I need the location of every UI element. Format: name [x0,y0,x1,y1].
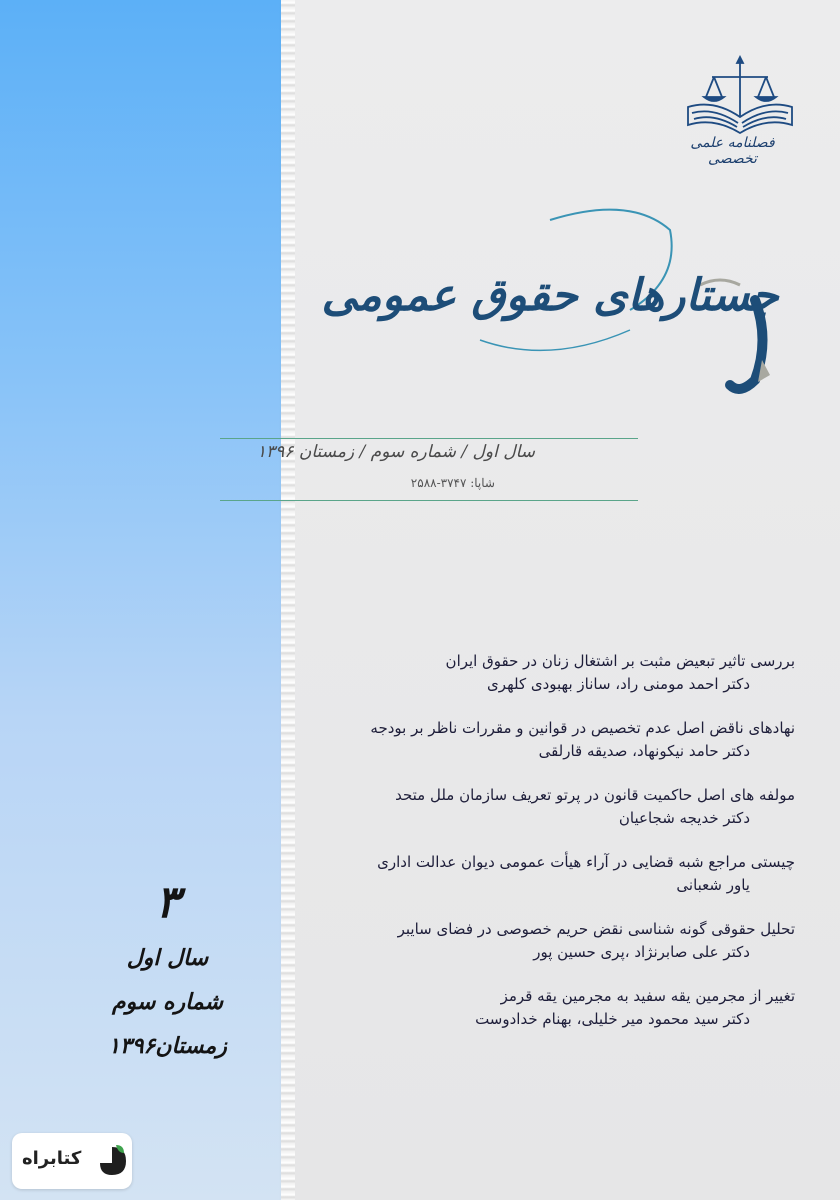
article-authors: دکتر خدیجه شجاعیان [618,809,750,827]
article-authors: دکتر حامد نیکونهاد، صدیقه قارلقی [538,742,750,760]
toc-item [300,851,795,897]
issue-number: ۳ [155,877,180,928]
article-title: نهادهای ناقض اصل عدم تخصیص در قوانین و مقررات ناظر بر بودجه [370,719,795,737]
journal-title: جستارهای حقوق عمومی [321,270,779,321]
article-authors: یاور شعبانی [676,876,750,894]
article-authors: دکتر سید محمود میر خلیلی، بهنام خدادوست [475,1010,750,1028]
ketabrah-logo-icon [96,1143,128,1179]
article-authors: دکتر احمد مومنی راد، ساناز بهبودی کلهری [487,675,750,693]
issue-label: شماره سوم [111,989,224,1015]
issue-bottom-rule [220,500,638,501]
toc-item [300,717,795,763]
article-authors: دکتر علی صابرنژاد ،پری حسین پور [533,943,750,961]
article-title: چیستی مراجع شبه قضایی در آراء هیأت عمومی دیوان عدالت اداری [377,853,795,871]
issn-label: شاپا: ۳۷۴۷-۲۵۸۸ [410,476,495,490]
issue-side-info [80,870,255,1068]
table-of-contents [300,650,795,1052]
issue-top-rule [220,438,638,439]
toc-item [300,918,795,964]
article-title: تغییر از مجرمین یقه سفید به مجرمین یقه قرمز [500,987,795,1005]
toc-item [300,985,795,1031]
torn-paper-edge [281,0,295,1200]
article-title: بررسی تاثیر تبعیض مثبت بر اشتغال زنان در حقوق ایران [445,652,795,670]
toc-item [300,784,795,830]
season-label: زمستان۱۳۹۶ [108,1033,227,1059]
journal-type-label: فصلنامه علمی تخصصی [690,135,775,167]
article-title: تحلیل حقوقی گونه شناسی نقض حریم خصوصی در فضای سایبر [397,920,795,938]
toc-item [300,650,795,696]
ketabrah-badge[interactable] [12,1133,132,1189]
issue-line: سال اول / شماره سوم / زمستان ۱۳۹۶ [256,442,535,462]
ketabrah-label: کتابراه [22,1148,82,1169]
volume-year: سال اول [126,945,209,971]
article-title: مولفه های اصل حاکمیت قانون در پرتو تعریف سازمان ملل متحد [395,786,795,804]
